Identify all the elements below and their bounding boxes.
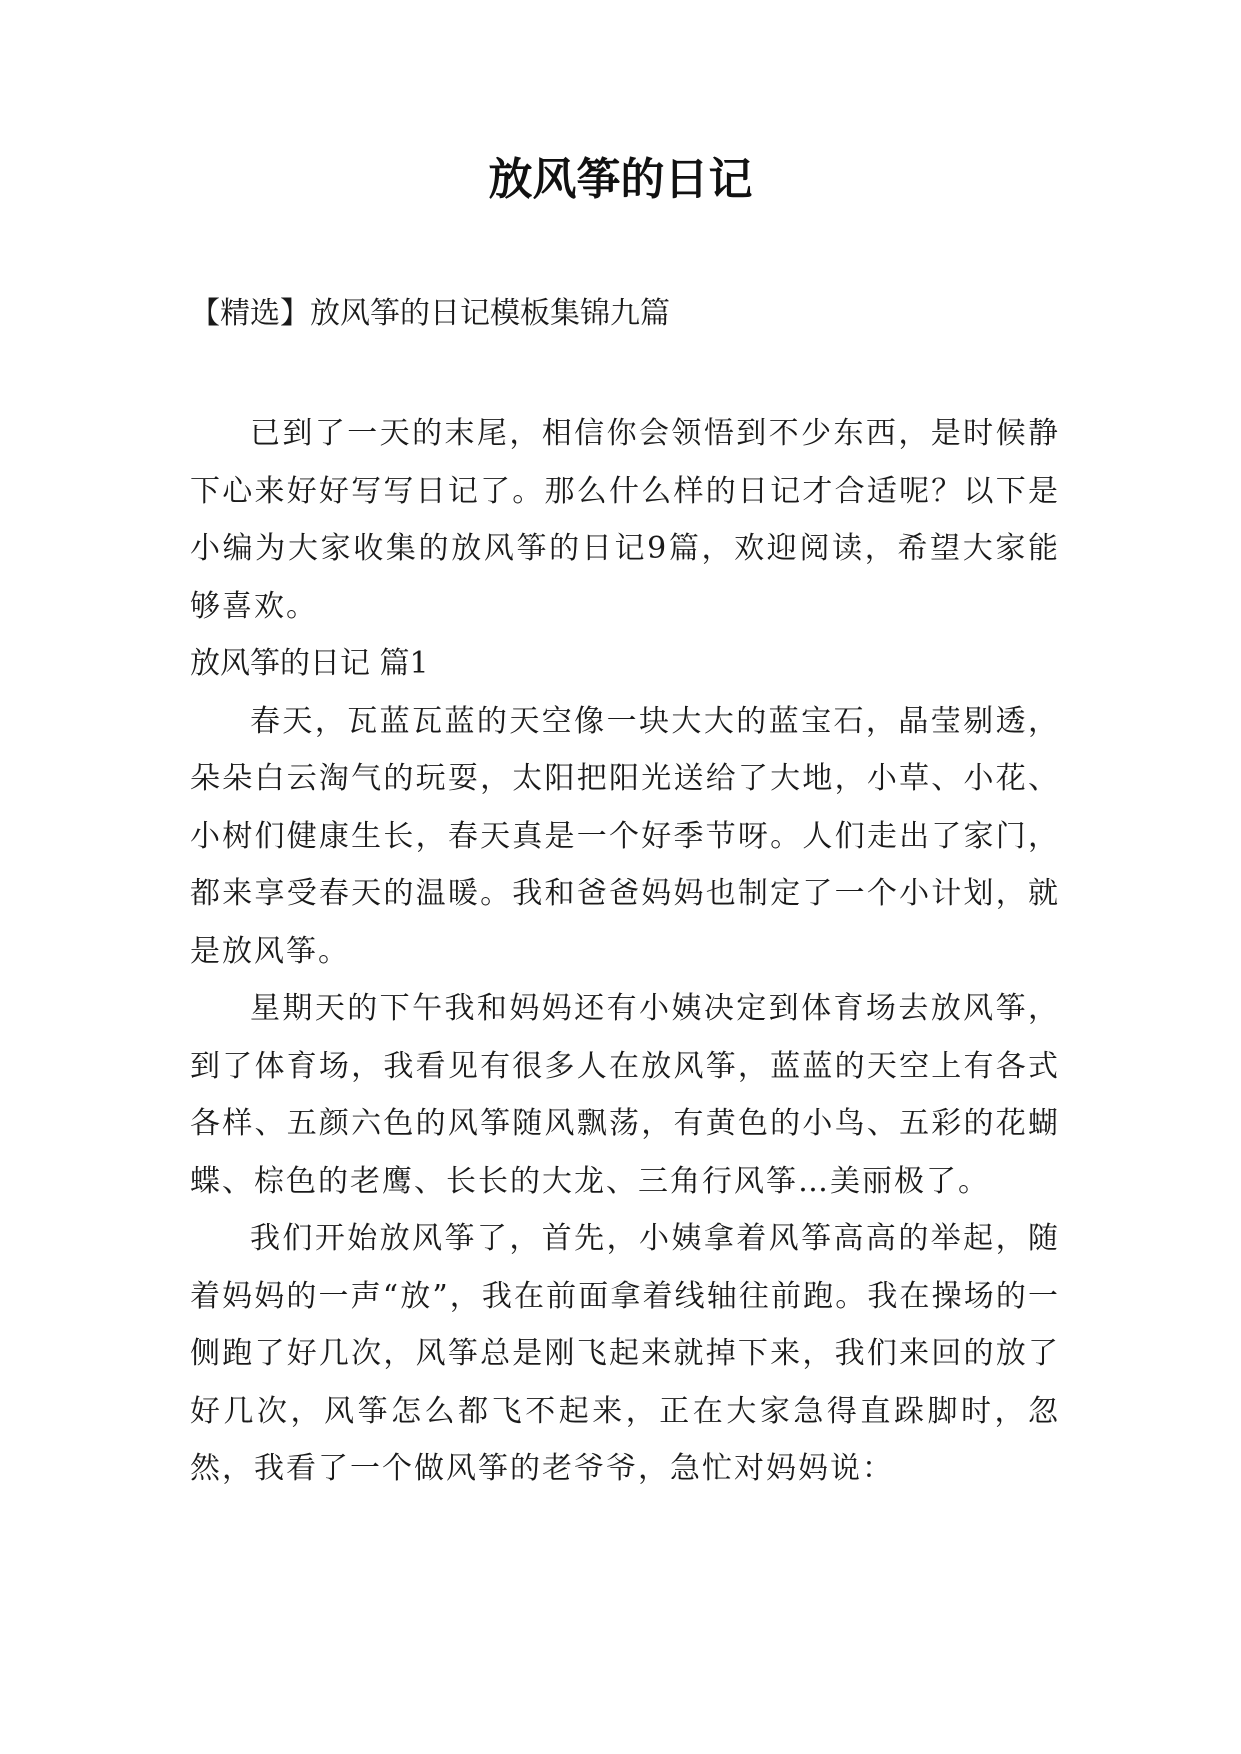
document-subtitle: 【精选】放风筝的日记模板集锦九篇 xyxy=(190,296,670,331)
intro-paragraph: 已到了一天的末尾，相信你会领悟到不少东西，是时候静下心来好好写写日记了。那么什么样的日记才合适呢？以下是小编为大家收集的放风筝的日记9篇，欢迎阅读，希望大家能够喜欢。 xyxy=(190,416,1060,624)
section-heading: 放风筝的日记 篇1 xyxy=(190,646,429,681)
body-paragraph-1: 春天，瓦蓝瓦蓝的天空像一块大大的蓝宝石，晶莹剔透，朵朵白云淘气的玩耍，太阳把阳光送给了大地，小草、小花、小树们健康生长，春天真是一个好季节呀。人们走出了家门，都来享受春天的温暖。我和爸爸妈妈也制定了一个小计划，就是放风筝。 xyxy=(190,703,1060,969)
body-paragraph-3: 我们开始放风筝了，首先，小姨拿着风筝高高的举起，随着妈妈的一声“放”，我在前面拿着线轴往前跑。我在操场的一侧跑了好几次，风筝总是刚飞起来就掉下来，我们来回的放了好几次，风筝怎么都飞不起来，正在大家急得直跺脚时，忽然，我看了一个做风筝的老爷爷，急忙对妈妈说： xyxy=(190,1221,1060,1486)
body-paragraph-2: 星期天的下午我和妈妈还有小姨决定到体育场去放风筝，到了体育场，我看见有很多人在放风筝，蓝蓝的天空上有各式各样、五颜六色的风筝随风飘荡，有黄色的小鸟、五彩的花蝴蝶、棕色的老鹰、长长的大龙、三角行风筝…美丽极了。 xyxy=(190,991,1060,1199)
page-title: 放风筝的日记 xyxy=(488,154,753,205)
document-body xyxy=(190,405,1060,1498)
